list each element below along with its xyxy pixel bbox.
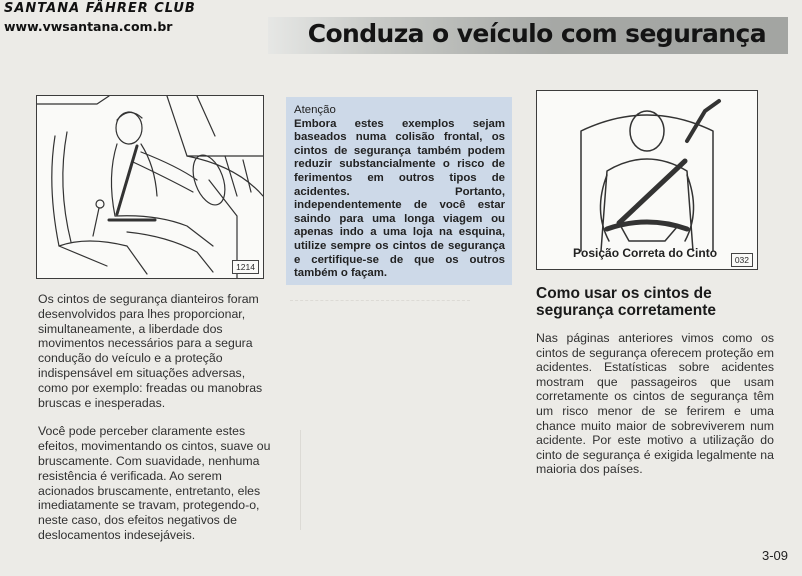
- bleed-through-line: [290, 300, 470, 303]
- section-body: Nas páginas anteriores vimos como os cintos de segurança oferecem proteção em acidentes. Estatísticas sobre acidentes mostram que passageiros que usam corretamente os cintos de segurança têm um risco menor de se ferirem e uma chance muito maior de sobreviverem num acidente. Por este motivo a utilização do cinto de segurança é exigida legalmente na maioria dos países.: [536, 331, 774, 477]
- section-heading: Como usar os cintos de segurança corretamente: [536, 285, 717, 319]
- seatbelt-figure-drawing: [537, 91, 757, 269]
- title-bar: [268, 17, 788, 54]
- attention-body: Embora estes exemplos sejam baseados numa colisão frontal, os cintos de segurança também podem reduzir substancialmente o risco de ferimentos em outros tipos de acidentes. Portanto, independentemente de você estar saindo para uma longa viagem ou apenas indo a uma loja na esquina, utilize sempre os cintos de segurança e certifique-se de que os outros também o façam.: [294, 117, 505, 280]
- seatbelt-position-illustration: [536, 90, 758, 270]
- attention-box: [286, 97, 512, 285]
- driver-seatbelt-drawing: [37, 96, 263, 278]
- watermark-url: www.vwsantana.com.br: [4, 19, 173, 34]
- figure-caption: Posição Correta do Cinto: [573, 246, 718, 260]
- page-title: Conduza o veículo com segurança: [307, 19, 766, 48]
- page-number: 3-09: [761, 548, 788, 563]
- watermark-club: SANTANA FÄHRER CLUB: [4, 1, 196, 16]
- paragraph: Os cintos de segurança dianteiros foram desenvolvidos para lhes proporcionar, simultaneamente, a liberdade dos movimentos necessários para a segura condução do veículo e a proteção indispensável em situações adversas, como por exemplo: freadas ou manobras bruscas e inesperadas.: [38, 292, 263, 410]
- attention-heading: Atenção: [294, 104, 336, 116]
- left-column-text: [38, 292, 271, 557]
- figure-tag-left: 1214: [232, 260, 259, 274]
- bleed-through-mark: [300, 430, 341, 530]
- paragraph: Você pode perceber claramente estes efeitos, movimentando os cintos, suave ou bruscamente. Com suavidade, nenhuma resistência é verificada. Ao serem acionados bruscamente, entretanto, eles imediatamente se travam, protegendo-o, neste caso, dos efeitos negativos de deslocamentos indesejáveis.: [38, 424, 271, 542]
- figure-tag-right: 032: [731, 253, 753, 267]
- driver-illustration: [36, 95, 264, 279]
